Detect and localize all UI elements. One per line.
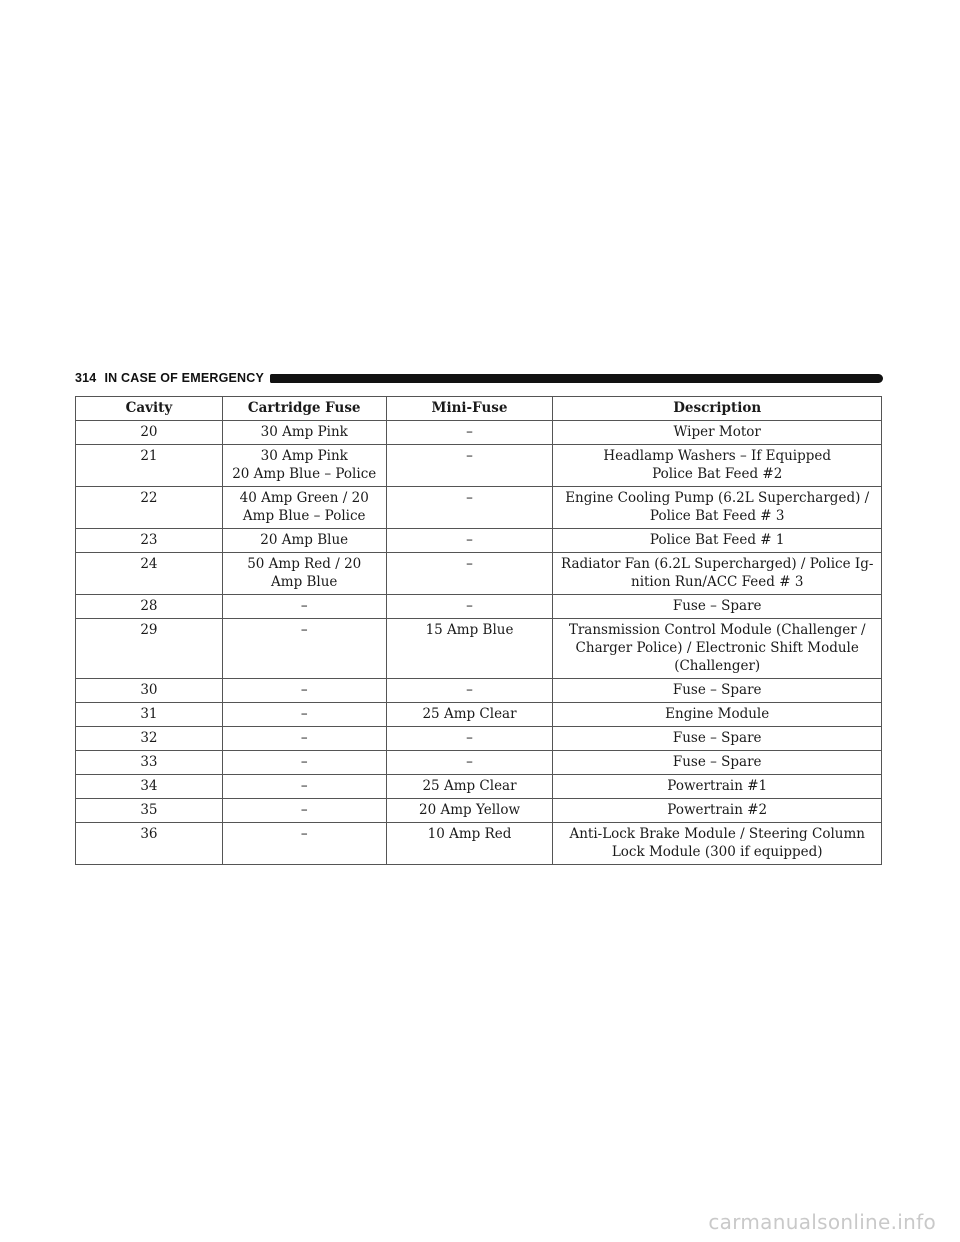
cell-cartridge-fuse: – <box>222 679 386 703</box>
watermark: carmanualsonline.info <box>708 1210 936 1234</box>
table-row <box>76 703 882 727</box>
cell-description: Fuse – Spare <box>553 751 882 775</box>
cell-mini-fuse: 25 Amp Clear <box>386 775 553 799</box>
column-header-cavity: Cavity <box>76 397 223 421</box>
cell-cartridge-fuse: – <box>222 799 386 823</box>
table-row <box>76 619 882 679</box>
table-row <box>76 529 882 553</box>
cell-mini-fuse: – <box>386 679 553 703</box>
table-row <box>76 487 882 529</box>
cell-cavity: 33 <box>76 751 223 775</box>
cell-cavity: 29 <box>76 619 223 679</box>
cell-cavity: 34 <box>76 775 223 799</box>
cell-cartridge-fuse: 30 Amp Pink 20 Amp Blue – Police <box>222 445 386 487</box>
cell-description: Powertrain #1 <box>553 775 882 799</box>
table-row <box>76 727 882 751</box>
cell-cavity: 36 <box>76 823 223 865</box>
cell-description: Police Bat Feed # 1 <box>553 529 882 553</box>
table-body <box>76 421 882 865</box>
table-row <box>76 751 882 775</box>
cell-mini-fuse: 15 Amp Blue <box>386 619 553 679</box>
cell-cavity: 23 <box>76 529 223 553</box>
cell-mini-fuse: – <box>386 421 553 445</box>
cell-mini-fuse: 25 Amp Clear <box>386 703 553 727</box>
cell-description: Wiper Motor <box>553 421 882 445</box>
cell-cartridge-fuse: – <box>222 751 386 775</box>
cell-cartridge-fuse: – <box>222 703 386 727</box>
cell-description: Fuse – Spare <box>553 595 882 619</box>
cell-mini-fuse: – <box>386 553 553 595</box>
cell-mini-fuse: – <box>386 445 553 487</box>
page-header <box>75 369 883 387</box>
cell-cartridge-fuse: 30 Amp Pink <box>222 421 386 445</box>
column-header-mini-fuse: Mini-Fuse <box>386 397 553 421</box>
cell-cavity: 21 <box>76 445 223 487</box>
cell-cavity: 24 <box>76 553 223 595</box>
cell-cavity: 32 <box>76 727 223 751</box>
cell-description: Fuse – Spare <box>553 727 882 751</box>
cell-cavity: 35 <box>76 799 223 823</box>
column-header-cartridge-fuse: Cartridge Fuse <box>222 397 386 421</box>
table-row <box>76 799 882 823</box>
table-row <box>76 595 882 619</box>
cell-description: Headlamp Washers – If Equipped Police Bat Feed #2 <box>553 445 882 487</box>
cell-cavity: 31 <box>76 703 223 727</box>
fuse-table <box>75 396 882 865</box>
table-row <box>76 421 882 445</box>
table-row <box>76 775 882 799</box>
cell-description: Anti-Lock Brake Module / Steering Column Lock Module (300 if equipped) <box>553 823 882 865</box>
cell-cartridge-fuse: – <box>222 823 386 865</box>
cell-description: Transmission Control Module (Challenger / Charger Police) / Electronic Shift Module (Challenger) <box>553 619 882 679</box>
table-row <box>76 823 882 865</box>
cell-cartridge-fuse: – <box>222 775 386 799</box>
cell-description: Engine Cooling Pump (6.2L Supercharged) / Police Bat Feed # 3 <box>553 487 882 529</box>
cell-mini-fuse: 20 Amp Yellow <box>386 799 553 823</box>
cell-mini-fuse: 10 Amp Red <box>386 823 553 865</box>
column-header-description: Description <box>553 397 882 421</box>
cell-description: Powertrain #2 <box>553 799 882 823</box>
cell-description: Engine Module <box>553 703 882 727</box>
cell-cavity: 28 <box>76 595 223 619</box>
page-number: 314 <box>75 371 97 385</box>
cell-mini-fuse: – <box>386 487 553 529</box>
header-rule <box>270 374 883 383</box>
cell-mini-fuse: – <box>386 727 553 751</box>
cell-cartridge-fuse: 20 Amp Blue <box>222 529 386 553</box>
table-row <box>76 553 882 595</box>
cell-mini-fuse: – <box>386 751 553 775</box>
cell-description: Radiator Fan (6.2L Supercharged) / Police Ig- nition Run/ACC Feed # 3 <box>553 553 882 595</box>
cell-cartridge-fuse: – <box>222 595 386 619</box>
table-row <box>76 445 882 487</box>
section-title: IN CASE OF EMERGENCY <box>104 371 265 385</box>
cell-cartridge-fuse: – <box>222 727 386 751</box>
cell-description: Fuse – Spare <box>553 679 882 703</box>
table-header-row <box>76 397 882 421</box>
cell-cartridge-fuse: 50 Amp Red / 20 Amp Blue <box>222 553 386 595</box>
cell-cavity: 22 <box>76 487 223 529</box>
cell-mini-fuse: – <box>386 595 553 619</box>
cell-cavity: 30 <box>76 679 223 703</box>
cell-cavity: 20 <box>76 421 223 445</box>
cell-mini-fuse: – <box>386 529 553 553</box>
cell-cartridge-fuse: 40 Amp Green / 20 Amp Blue – Police <box>222 487 386 529</box>
table-row <box>76 679 882 703</box>
cell-cartridge-fuse: – <box>222 619 386 679</box>
